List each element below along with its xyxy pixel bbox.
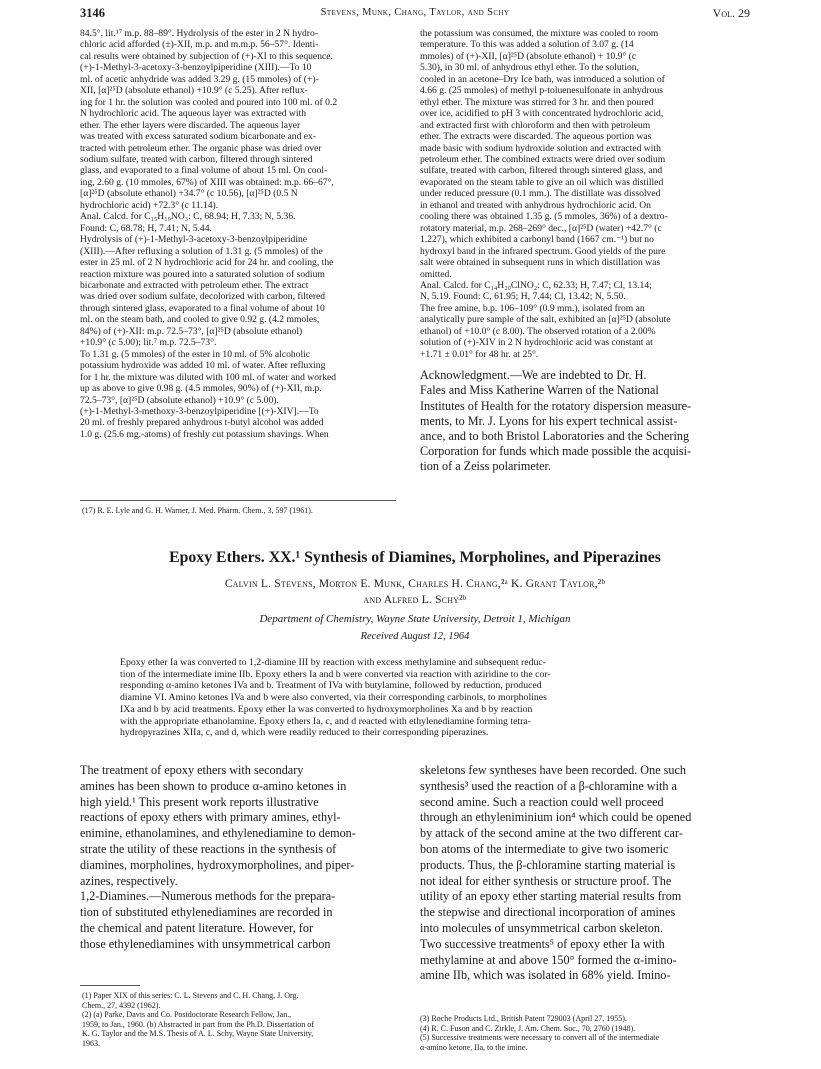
- abstract-line: Epoxy ether Ia was converted to 1,2-diamine III by reaction with excess methylamine and subsequent reduc-: [120, 657, 547, 668]
- footnote-left-line: (1) Paper XIX of this series: C. L. Stevens and C. H. Chang, J. Org.: [82, 991, 299, 1000]
- prev-article-left-line: potassium hydroxide was added 10 ml. of water. After refluxing: [80, 360, 326, 372]
- article-right-line: not ideal for either synthesis or structure proof. The: [420, 873, 672, 888]
- article-right-line: the stepwise and directional incorporation of amines: [420, 905, 676, 920]
- prev-article-right-line: sulfate, treated with carbon, filtered through sintered glass, and: [420, 165, 663, 177]
- article-left-line: reactions of epoxy ethers with primary amines, ethyl-: [80, 810, 341, 825]
- prev-article-left-line: ester in 25 ml. of 2 N hydrochloric acid for 24 hr. and cooling, the: [80, 257, 334, 269]
- footnote-right-line: α-amino ketone, IIa, to the imine.: [420, 1042, 528, 1052]
- prev-article-right-line: hydroxyl band in the infrared spectrum. Good yields of the pure: [420, 245, 666, 257]
- article-right-line: by attack of the second amine at the two different car-: [420, 826, 683, 841]
- prev-article-left-line: 1.0 g. (25.6 mg.-atoms) of freshly cut potassium shavings. When: [80, 428, 329, 440]
- article-left-line: amines has been shown to produce α-amino ketones in: [80, 778, 347, 793]
- prev-article-left-line: glass, and evaporated to a final volume of about 15 ml. On cool-: [80, 165, 328, 177]
- article-right-column: [420, 763, 750, 984]
- article-left-line: tion of substituted ethylenediamines are recorded in: [80, 905, 333, 920]
- acknowledgment-line: ance, and to both Bristol Laboratories and the Schering: [420, 428, 690, 443]
- prev-article-right-line: ether. The extracts were discarded. The aqueous portion was: [420, 131, 652, 143]
- prev-article-left-line: To 1.31 g. (5 mmoles) of the ester in 10 ml. of 5% alcoholic: [80, 348, 311, 360]
- article-left-line: high yield.¹ This present work reports illustrative: [80, 794, 319, 809]
- prev-article-right-line: salt were obtained in subsequent runs in which distillation was: [420, 257, 661, 269]
- authors-line-1: Calvin L. Stevens, Morton E. Munk, Charles H. Chang,²ᵃ K. Grant Taylor,²ᵇ: [224, 578, 606, 590]
- prev-article-left-line: 72.5–73°, [α]²⁵D (absolute ethanol) +10.9° (c 5.00).: [80, 394, 279, 406]
- prev-article-right-line: in ethanol and treated with anhydrous hydrochloric acid. On: [420, 199, 651, 211]
- prev-article-left-line: N hydrochloric acid. The aqueous layer was extracted with: [80, 108, 306, 120]
- prev-article-right-column: [420, 28, 750, 475]
- article-authors: [80, 576, 750, 608]
- article-right-line: methylamine at and above 150° formed the α-imino-: [420, 952, 677, 967]
- prev-article-right-line: over ice, acidified to pH 3 with concentrated hydrochloric acid,: [420, 108, 664, 120]
- footnote-rule-left: [80, 985, 140, 986]
- article-right-line: through an ethyleniminium ion⁴ which could be opened: [420, 810, 692, 825]
- prev-article-right-line: analytically pure sample of the salt, exhibited an [α]²⁵D (absolute: [420, 314, 671, 326]
- article-left-line: azines, respectively.: [80, 873, 178, 888]
- abstract-line: hydropyrazines XIIa, c, and d, which were readily reduced to their corresponding piperazines.: [120, 727, 489, 739]
- prev-article-left-line: for 1 hr. the mixture was diluted with 100 ml. of water and worked: [80, 371, 337, 383]
- prev-article-right-line: ethyl ether. The mixture was stirred for 3 hr. and then poured: [420, 96, 654, 108]
- prev-article-right-line: 1.227), which exhibited a carbonyl band (1667 cm.⁻¹) but no: [420, 234, 654, 246]
- prev-article-right-line: 4.66 g. (25 mmoles) of methyl p-toluenesulfonate in anhydrous: [420, 85, 663, 97]
- prev-article-right-line: solution of (+)-XIV in 2 N hydrochloric acid was constant at: [420, 337, 653, 349]
- prev-article-left-line: bicarbonate and extracted with petroleum ether. The extract: [80, 279, 309, 291]
- running-title: Stevens, Munk, Chang, Taylor, and Schy: [320, 7, 510, 18]
- prev-article-right-line: Anal. Calcd. for C₁₄H₂₀ClNO₂: C, 62.33; H, 7.47; Cl, 13.14;: [420, 279, 652, 291]
- acknowledgment-line: ments, to Mr. J. Lyons for his expert technical assist-: [420, 413, 678, 428]
- article-left-line: diamines, morpholines, hydroxymorpholines, and piper-: [80, 857, 355, 872]
- prev-article-left-line: ing, 2.60 g. (10 mmoles, 67%) of XIII was obtained: m.p. 66–67°,: [80, 176, 334, 188]
- prev-article-right-line: under reduced pressure (0.1 mm.). The distillate was dissolved: [420, 188, 661, 200]
- article-left-line: strate the utility of these reactions in the synthesis of: [80, 841, 337, 856]
- acknowledgment-line: Corporation for funds which made possible the acquisi-: [420, 444, 692, 459]
- prev-article-left-line: (+)-1-Methyl-3-methoxy-3-benzoylpiperidine [(+)-XIV].—To: [80, 405, 319, 417]
- prev-article-right-line: The free amine, b.p. 106–109° (0.9 mm.), isolated from an: [420, 302, 645, 314]
- acknowledgment-line: Institutes of Health for the rotatory dispersion measure-: [420, 398, 692, 413]
- prev-article-right-line: made basic with sodium hydroxide solution and extracted with: [420, 142, 661, 154]
- abstract-line: IXa and b by acid treatments. Epoxy ether Ia was converted to hydroxymorpholines Xa and b by reaction: [120, 703, 533, 715]
- volume-label: Vol. 29: [712, 6, 750, 20]
- prev-article-left-line: 20 ml. of freshly prepared anhydrous t-butyl alcohol was added: [80, 417, 324, 429]
- footnote-right-line: (3) Roche Products Ltd., British Patent 729003 (April 27, 1955).: [420, 1014, 627, 1023]
- prev-article-left-line: up as above to give 0.98 g. (4.5 mmoles, 90%) of (+)-XII, m.p.: [80, 383, 322, 395]
- prev-article-right-line: and extracted first with chloroform and then with petroleum: [420, 119, 651, 131]
- page-number: 3146: [80, 6, 105, 20]
- prev-article-left-line: through sintered glass, evaporated to a final volume of about 10: [80, 302, 325, 314]
- acknowledgment-line: tion of a Zeiss polarimeter.: [420, 459, 551, 474]
- prev-article-right-line: 5.30), in 30 ml. of anhydrous ethyl ether. To the solution,: [420, 62, 639, 74]
- article-left-line: The treatment of epoxy ethers with secondary: [80, 763, 304, 777]
- footnote-left-line: K. G. Taylor and the M.S. Thesis of A. L. Schy, Wayne State University,: [82, 1029, 314, 1039]
- affiliation: Department of Chemistry, Wayne State University, Detroit 1, Michigan: [259, 613, 571, 625]
- article-right-line: bon atoms of the intermediate to give two isomeric: [420, 841, 669, 856]
- prev-article-right-line: the potassium was consumed, the mixture was cooled to room: [420, 28, 659, 39]
- article-right-line: synthesis³ used the reaction of a β-chloramine with a: [420, 778, 677, 793]
- prev-article-right-line: +1.71 ± 0.01° for 48 hr. at 25°.: [420, 348, 539, 360]
- abstract-line: with the appropriate ethanolamine. Epoxy ethers Ia, c, and d reacted with ethylenediamine forming tetra-: [120, 715, 532, 727]
- prev-article-left-line: ml. on the steam bath, and cooled to give 0.92 g. (4.2 mmoles,: [80, 314, 320, 326]
- article-right-line: into molecules of unsymmetrical carbon skeleton.: [420, 920, 664, 935]
- acknowledgment: [420, 368, 750, 474]
- prev-article-right-line: N, 5.19. Found: C, 61.95; H, 7.44; Cl, 13.42; N, 5.50.: [420, 291, 626, 303]
- footnotes-left: [82, 991, 398, 1049]
- prev-article-left-line: cal results were obtained by subjection of (+)-XI to this sequence.: [80, 50, 333, 62]
- prev-article-right-line: cooled in an acetone–Dry Ice bath, was introduced a solution of: [420, 73, 665, 85]
- prev-article-right-text: [420, 28, 750, 360]
- article-right-line: second amine. Such a reaction could well proceed: [420, 794, 664, 809]
- footnotes-right: [420, 1014, 750, 1052]
- prev-article-left-line: Hydrolysis of (+)-1-Methyl-3-acetoxy-3-benzoylpiperidine: [80, 234, 308, 246]
- prev-article-left-line: sodium sulfate, treated with carbon, filtered through sintered: [80, 153, 313, 165]
- prev-article-left-line: +10.9° (c 5.00); lit.⁷ m.p. 72.5–73°.: [80, 337, 217, 349]
- prev-article-right-line: evaporated on the steam table to give an oil which was distilled: [420, 176, 664, 188]
- prev-article-left-line: tracted with petroleum ether. The organic phase was dried over: [80, 142, 322, 154]
- article-right-line: skeletons few syntheses have been recorded. One such: [420, 763, 687, 777]
- footnote-right-line: (4) R. C. Fuson and C. Zirkle, J. Am. Chem. Soc., 70, 2760 (1948).: [420, 1023, 636, 1033]
- prev-article-left-line: was treated with excess saturated sodium bicarbonate and ex-: [80, 131, 317, 143]
- prev-article-left-line: was dried over sodium sulfate, decolorized with carbon, filtered: [80, 291, 326, 303]
- footnote-right-line: (5) Successive treatments were necessary to convert all of the intermediate: [420, 1033, 660, 1043]
- prev-article-right-line: temperature. To this was added a solution of 3.07 g. (14: [420, 39, 634, 51]
- prev-article-left-line: ether. The ether layers were discarded. The aqueous layer: [80, 119, 301, 131]
- footnote-left-line: 1963.: [82, 1038, 100, 1048]
- article-right-line: amine IIb, which was isolated in 68% yield. Imino-: [420, 968, 671, 983]
- acknowledgment-line: Acknowledgment.—We are indebted to Dr. H.: [420, 368, 647, 383]
- prev-article-left-column: [80, 28, 396, 440]
- article-left-column: [80, 763, 396, 953]
- footnote-left-line: (2) (a) Parke, Davis and Co. Postdoctorate Research Fellow, Jan.,: [82, 1010, 292, 1020]
- prev-article-left-line: Found: C, 68.78; H, 7.41; N, 5.44.: [80, 222, 212, 234]
- prev-article-left-line: 84.5°, lit.¹⁷ m.p. 88–89°. Hydrolysis of the ester in 2 N hydro-: [80, 28, 318, 39]
- article-left-line: the chemical and patent literature. However, for: [80, 920, 313, 935]
- prev-article-left-line: ml. of acetic anhydride was added 3.29 g. (15 mmoles) of (+)-: [80, 73, 319, 85]
- prev-article-right-line: omitted.: [420, 268, 452, 280]
- prev-article-right-line: rotatory material, m.p. 268–269° dec., [α]²⁵D (water) +42.7° (c: [420, 222, 662, 234]
- footnote-left-line: Chem., 27, 4392 (1962).: [82, 1000, 161, 1010]
- abstract-line: diamine VI. Amino ketones IVa and b were also converted, via their corresponding carbinols, to morpholines: [120, 692, 547, 704]
- prev-article-left-line: (XIII).—After refluxing a solution of 1.31 g. (5 mmoles) of the: [80, 245, 323, 257]
- prev-article-left-line: XII, [α]²⁵D (absolute ethanol) +10.9° (c 5.25). After reflux-: [80, 85, 308, 97]
- article-left-line: 1,2-Diamines.—Numerous methods for the prepara-: [80, 889, 336, 904]
- abstract-line: tion of the intermediate imine IIb. Epoxy ethers Ia and b were converted via reaction with aziridine to the cor-: [120, 668, 551, 680]
- prev-article-left-line: reaction mixture was poured into a saturated solution of sodium: [80, 268, 325, 280]
- footnote-17-text: (17) R. E. Lyle and G. H. Warner, J. Med. Pharm. Chem., 3, 597 (1961).: [82, 506, 313, 515]
- prev-article-right-line: ethanol) of +10.0° (c 8.00). The observed rotation of a 2.00%: [420, 325, 656, 337]
- prev-article-right-line: mmoles) of (+)-XII, [α]²⁵D (absolute ethanol) + 10.9° (c: [420, 50, 637, 62]
- acknowledgment-line: Fales and Miss Katherine Warren of the National: [420, 383, 659, 398]
- article-right-line: products. Thus, the β-chloramine starting material is: [420, 857, 676, 872]
- footnote-rule-top: [80, 500, 396, 501]
- received-date: Received August 12, 1964: [360, 631, 470, 642]
- article-right-line: utility of an epoxy ether starting material results from: [420, 889, 682, 904]
- article-left-line: those ethylenediamines with unsymmetrical carbon: [80, 936, 331, 951]
- footnote-17: [82, 506, 398, 516]
- prev-article-right-line: cooling there was obtained 1.35 g. (5 mmoles, 36%) of a dextro-: [420, 211, 668, 223]
- article-right-line: Two successive treatments⁵ of epoxy ether Ia with: [420, 936, 665, 951]
- prev-article-left-line: (+)-1-Methyl-3-acetoxy-3-benzoylpiperidine (XIII).—To 10: [80, 62, 312, 74]
- footnote-left-line: 1959, to Jan., 1960. (b) Abstracted in part from the Ph.D. Dissertation of: [82, 1019, 314, 1029]
- prev-article-left-line: 84%) of (+)-XII: m.p. 72.5–73°, [α]²⁵D (absolute ethanol): [80, 325, 303, 337]
- article-left-line: enimine, ethanolamines, and ethylenediamine to demon-: [80, 826, 356, 841]
- prev-article-left-line: hydrochloric acid) +72.3° (c 11.14).: [80, 199, 219, 211]
- prev-article-left-line: [α]²⁵D (absolute ethanol) +34.7° (c 10.56), [α]²⁵D (0.5 N: [80, 188, 298, 200]
- prev-article-left-line: ing for 1 hr. the solution was cooled and poured into 100 ml. of 0.2: [80, 96, 338, 108]
- abstract-line: responding α-amino ketones IVa and b. Treatment of IVa with butylamine, followed by reduction, produced: [120, 680, 542, 692]
- prev-article-left-line: chloric acid afforded (±)-XII, m.p. and m.m.p. 56–57°. Identi-: [80, 39, 319, 51]
- authors-line-2: and Alfred L. Schy²ᵇ: [363, 594, 467, 606]
- article-title: Epoxy Ethers. XX.¹ Synthesis of Diamines, Morpholines, and Piperazines: [169, 549, 661, 566]
- abstract: [120, 657, 720, 739]
- prev-article-left-line: Anal. Calcd. for C₁₅H₁₉NO₃: C, 68.94; H, 7.33; N, 5.36.: [80, 211, 296, 223]
- prev-article-right-line: petroleum ether. The combined extracts were dried over sodium: [420, 153, 666, 165]
- page-header: [80, 6, 750, 26]
